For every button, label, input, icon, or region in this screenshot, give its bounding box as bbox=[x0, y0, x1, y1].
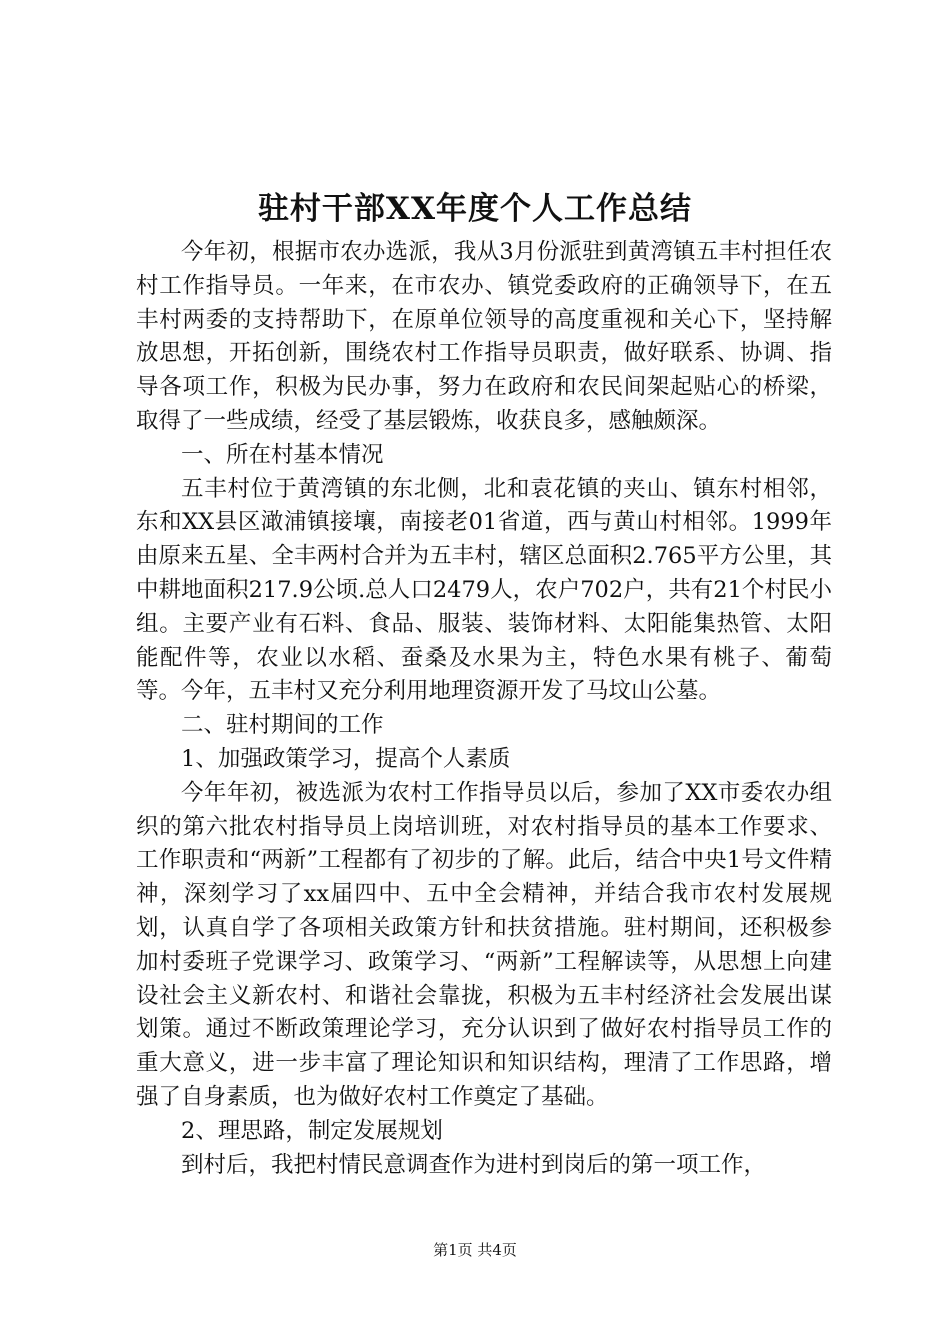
page-number-footer: 第1页 共4页 bbox=[433, 1241, 517, 1259]
paragraph-policy-study: 今年年初，被选派为农村工作指导员以后，参加了XX市委农办组织的第六批农村指导员上岗培训班，对农村指导员的基本工作要求、工作职责和“两新”工程都有了初步的了解。此后，结合中央1号文件精神，深刻学习了xx届四中、五中全会精神，并结合我市农村发展规划，认真自学了各项相关政策方针和扶贫措施。驻村期间，还积极参加村委班子党课学习、政策学习、“两新”工程解读等，从思想上向建设社会主义新农村、和谐社会靠拢，积极为五丰村经济社会发展出谋划策。通过不断政策理论学习，充分认识到了做好农村指导员工作的重大意义，进一步丰富了理论知识和知识结构，理清了工作思路，增强了自身素质，也为做好农村工作奠定了基础。 bbox=[136, 779, 832, 1110]
section-heading-1: 一、所在村基本情况 bbox=[181, 441, 384, 468]
subsection-heading-2: 2、理思路，制定发展规划 bbox=[181, 1117, 443, 1144]
paragraph-village-info: 五丰村位于黄湾镇的东北侧，北和袁花镇的夹山、镇东村相邻，东和XX县区澉浦镇接壤，南接老01省道，西与黄山村相邻。1999年由原来五星、全丰两村合并为五丰村，辖区总面积2.765平方公里，其中耕地面积217.9公顷.总人口2479人，农户702户，共有21个村民小组。主要产业有石料、食品、服装、装饰材料、太阳能集热管、太阳能配件等，农业以水稻、蚕桑及水果为主，特色水果有桃子、葡萄等。今年，五丰村又充分利用地理资源开发了马坟山公墓。 bbox=[136, 475, 832, 705]
section-heading-2: 二、驻村期间的工作 bbox=[181, 712, 384, 739]
document-body bbox=[136, 236, 832, 1182]
paragraph-intro: 今年初，根据市农办选派，我从3月份派驻到黄湾镇五丰村担任农村工作指导员。一年来，在市农办、镇党委政府的正确领导下，在五丰村两委的支持帮助下，在原单位领导的高度重视和关心下，坚持解放思想，开拓创新，围绕农村工作指导员职责，做好联系、协调、指导各项工作，积极为民办事，努力在政府和农民间架起贴心的桥梁，取得了一些成绩，经受了基层锻炼，收获良多，感触颇深。 bbox=[136, 239, 832, 434]
subsection-heading-1: 1、加强政策学习，提高个人素质 bbox=[181, 745, 511, 772]
document-title: 驻村干部XX年度个人工作总结 bbox=[257, 191, 693, 227]
paragraph-planning: 到村后，我把村情民意调查作为进村到岗后的第一项工作， bbox=[181, 1151, 767, 1178]
